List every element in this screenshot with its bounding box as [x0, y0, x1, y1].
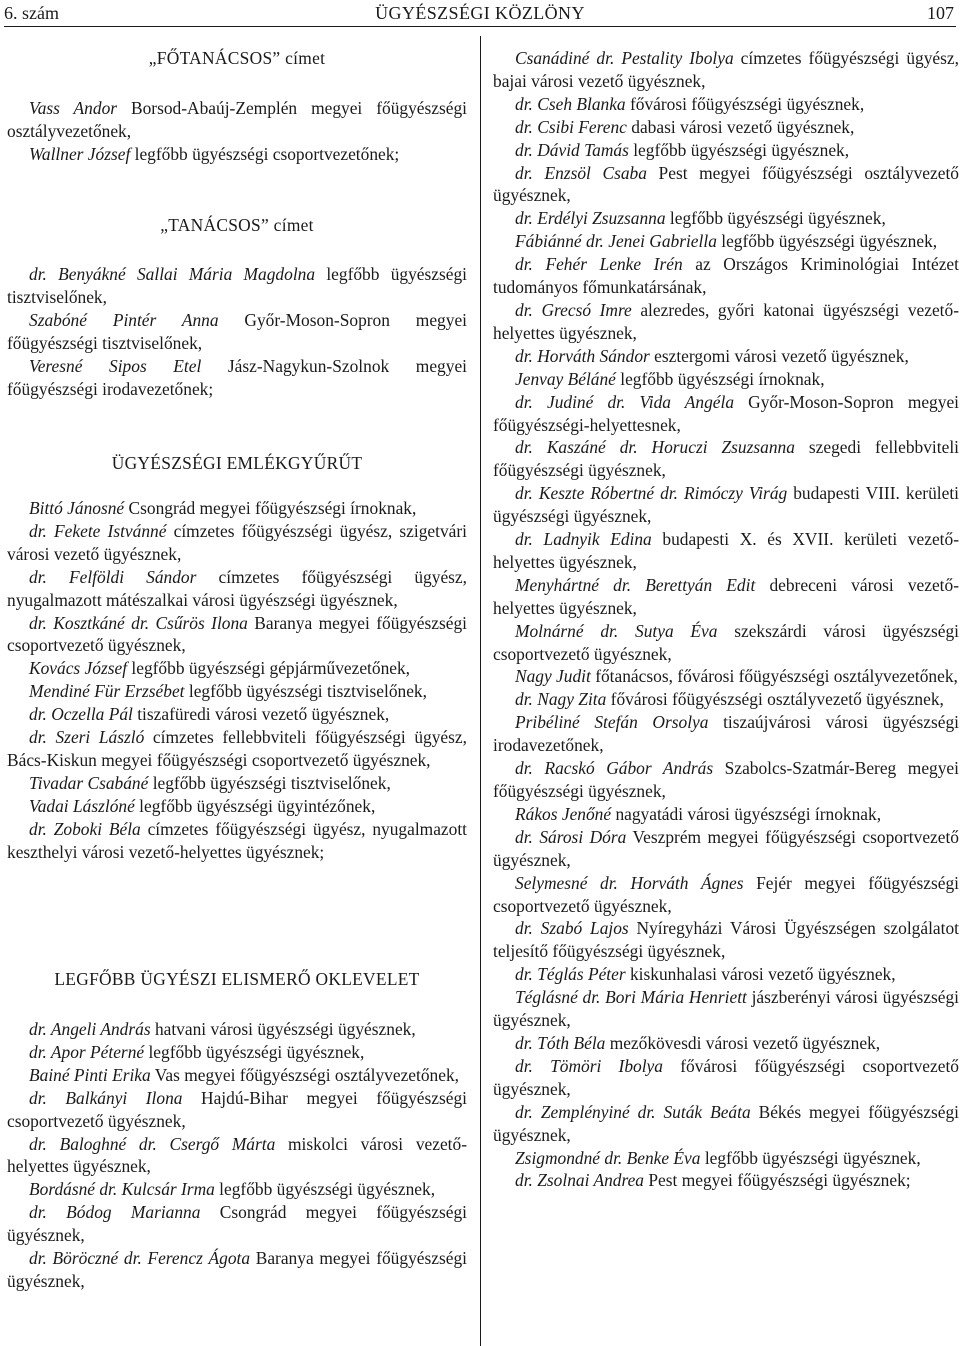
award-description: Pest megyei főügyészségi osztályvezető ügyésznek,: [493, 162, 959, 206]
list-item: [7, 263, 467, 309]
list-item: [493, 230, 959, 253]
list-item: [493, 986, 959, 1032]
award-description: nagyatádi városi ügyészségi írnoknak,: [611, 803, 882, 824]
list-item: [7, 1087, 467, 1133]
person-name: Rákos Jenőné: [515, 803, 612, 824]
page-number: 107: [927, 3, 954, 23]
list-item: [493, 368, 959, 391]
person-name: Szabóné Pintér Anna: [29, 309, 219, 330]
section-heading: „TANÁCSOS” címet: [160, 215, 314, 235]
award-description: szegedi fellebbviteli főügyészségi ügyésznek,: [493, 437, 959, 481]
person-name: dr. Angeli András: [29, 1019, 151, 1039]
award-description: debreceni városi vezető-helyettes ügyésznek,: [493, 574, 959, 618]
award-description: Csongrád megyei főügyészségi ügyésznek,: [7, 1202, 467, 1246]
list-item: [7, 355, 467, 401]
issue-number: 6. szám: [4, 3, 59, 23]
entry-list: [7, 263, 467, 400]
award-description: Békés megyei főügyészségi ügyésznek,: [493, 1101, 959, 1145]
list-item: [7, 1247, 467, 1293]
list-item: [493, 253, 959, 299]
running-header: [4, 0, 956, 27]
list-item: [7, 703, 467, 726]
list-item: [493, 391, 959, 437]
award-description: legfőbb ügyészségi tisztviselőnek,: [148, 772, 391, 793]
person-name: dr. Nagy Zita: [515, 689, 607, 710]
list-item: [7, 1041, 467, 1064]
person-name: Vass Andor: [29, 98, 118, 118]
award-description: kiskunhalasi városi vezető ügyésznek,: [625, 964, 896, 985]
award-description: Csongrád megyei főügyészségi írnoknak,: [124, 498, 417, 518]
person-name: dr. Zoboki Béla: [29, 818, 141, 839]
person-name: dr. Judiné dr. Vida Angéla: [515, 391, 735, 412]
person-name: dr. Csibi Ferenc: [515, 116, 627, 137]
person-name: dr. Ladnyik Edina: [515, 529, 652, 550]
award-description: legfőbb ügyészségi tisztviselőnek,: [7, 264, 468, 307]
list-item: [7, 1178, 467, 1201]
list-item: [493, 872, 959, 918]
person-name: Tivadar Csabáné: [29, 772, 149, 793]
section-heading: „FŐTANÁCSOS” címet: [148, 48, 326, 68]
award-description: hatvani városi ügyészségi ügyésznek,: [150, 1019, 416, 1039]
list-item: [7, 566, 467, 612]
award-description: legfőbb ügyészségi ügyésznek,: [700, 1147, 921, 1168]
award-description: legfőbb ügyészségi ügyintézőnek,: [134, 795, 376, 816]
list-item: [493, 1101, 959, 1147]
list-item: [7, 520, 467, 566]
person-name: Mendiné Für Erzsébet: [29, 681, 185, 702]
award-description: főtanácsos, fővárosi főügyészségi osztályvezetőnek,: [590, 666, 958, 687]
list-item: [493, 116, 959, 139]
list-item: [7, 1018, 467, 1041]
list-item: [493, 93, 959, 116]
list-item: [493, 528, 959, 574]
award-description: Győr-Moson-Sopron megyei főügyészségi tisztviselőnek,: [7, 309, 467, 353]
list-item: [7, 795, 467, 818]
award-description: szekszárdi városi ügyészségi csoportvezető ügyésznek,: [493, 620, 959, 664]
award-description: budapesti X. és XVII. kerületi vezető-helyettes ügyésznek,: [493, 529, 959, 572]
award-description: fővárosi főügyészségi ügyésznek,: [625, 93, 865, 114]
person-name: dr. Horváth Sándor: [515, 345, 650, 366]
person-name: dr. Fehér Lenke Irén: [515, 254, 683, 275]
person-name: dr. Tóth Béla: [515, 1032, 606, 1053]
list-item: [7, 309, 467, 355]
entry-list: [493, 47, 959, 1192]
person-name: Wallner József: [29, 143, 131, 164]
section-heading: LEGFŐBB ÜGYÉSZI ELISMERŐ OKLEVELET: [54, 969, 420, 989]
person-name: dr. Enzsöl Csaba: [515, 162, 647, 183]
person-name: Molnárné dr. Sutya Éva: [515, 620, 718, 641]
list-item: [493, 757, 959, 803]
person-name: dr. Kosztkáné dr. Csűrös Ilona: [29, 612, 248, 633]
award-description: fővárosi főügyészségi osztályvezető ügyésznek,: [606, 689, 944, 710]
award-description: dabasi városi vezető ügyésznek,: [626, 116, 855, 137]
person-name: Nagy Judit: [515, 666, 591, 687]
list-item: [493, 803, 959, 826]
person-name: dr. Tömöri Ibolya: [515, 1055, 663, 1076]
award-description: alezredes, győri katonai ügyészségi vezető-helyettes ügyésznek,: [493, 299, 959, 343]
list-item: [7, 657, 467, 680]
person-name: dr. Keszte Róbertné dr. Rimóczy Virág: [515, 483, 788, 504]
list-item: [7, 726, 467, 772]
person-name: dr. Fekete Istvánné: [29, 520, 167, 541]
person-name: dr. Baloghné dr. Csergő Márta: [29, 1133, 276, 1154]
person-name: dr. Racskó Gábor András: [515, 758, 714, 779]
award-description: Fejér megyei főügyészségi csoportvezető ügyésznek,: [493, 872, 959, 916]
person-name: dr. Oczella Pál: [29, 704, 133, 725]
column-divider: [480, 36, 481, 1346]
award-description: címzetes főügyészségi ügyész, nyugalmazott keszthelyi városi vezető-helyettes ügyésznek;: [7, 818, 467, 862]
award-description: Baranya megyei főügyészségi csoportvezető ügyésznek,: [7, 612, 467, 656]
person-name: Selymesné dr. Horváth Ágnes: [515, 872, 744, 893]
award-description: címzetes főügyészségi ügyész, nyugalmazott mátészalkai városi ügyészségi ügyésznek,: [7, 566, 467, 610]
award-description: fővárosi főügyészségi csoportvezető ügyésznek,: [493, 1055, 959, 1099]
list-item: [493, 1032, 959, 1055]
award-description: legfőbb ügyészségi ügyésznek,: [214, 1179, 436, 1200]
list-item: [7, 1064, 467, 1087]
award-description: legfőbb ügyészségi tisztviselőnek,: [184, 681, 427, 702]
person-name: Csanádiné dr. Pestality Ibolya: [515, 48, 734, 68]
list-item: [493, 207, 959, 230]
person-name: dr. Bódog Marianna: [29, 1202, 201, 1223]
award-description: tiszafüredi városi vezető ügyésznek,: [132, 704, 390, 725]
list-item: [493, 47, 959, 93]
award-description: legfőbb ügyészségi gépjárművezetőnek,: [127, 658, 411, 679]
list-item: [493, 826, 959, 872]
award-description: Szabolcs-Szatmár-Bereg megyei főügyészségi ügyésznek,: [493, 758, 959, 801]
person-name: Téglásné dr. Bori Mária Henriett: [515, 987, 747, 1008]
award-description: címzetes főügyészségi ügyész, szigetvári városi vezető ügyésznek,: [7, 520, 467, 564]
person-name: Jenvay Béláné: [515, 368, 616, 389]
award-description: legfőbb ügyészségi ügyésznek,: [144, 1041, 365, 1062]
person-name: dr. Kaszáné dr. Horuczi Zsuzsanna: [515, 437, 795, 458]
award-description: Hajdú-Bihar megyei főügyészségi csoportvezető ügyésznek,: [7, 1087, 467, 1131]
list-item: [7, 612, 467, 658]
award-description: Pest megyei főügyészségi ügyésznek;: [644, 1170, 911, 1191]
person-name: Vadai Lászlóné: [29, 795, 135, 816]
list-item: [7, 818, 467, 864]
person-name: dr. Erdélyi Zsuzsanna: [515, 208, 666, 229]
list-item: [493, 1147, 959, 1170]
list-item: [7, 1201, 467, 1247]
section-heading: ÜGYÉSZSÉGI EMLÉKGYŰRŰT: [111, 453, 363, 473]
person-name: dr. Zsolnai Andrea: [515, 1170, 645, 1191]
list-item: [7, 97, 467, 143]
award-description: Borsod-Abaúj-Zemplén megyei főügyészségi osztályvezetőnek,: [7, 98, 467, 141]
person-name: Bainé Pinti Erika: [29, 1064, 151, 1085]
person-name: Pribéliné Stefán Orsolya: [515, 712, 709, 733]
list-item: [493, 963, 959, 986]
award-description: esztergomi városi vezető ügyésznek,: [649, 345, 909, 366]
award-description: Jász-Nagykun-Szolnok megyei főügyészségi irodavezetőnek;: [7, 355, 467, 399]
list-item: [493, 299, 959, 345]
list-item: [493, 711, 959, 757]
award-description: Veszprém megyei főügyészségi csoportvezető ügyésznek,: [493, 826, 959, 870]
list-item: [493, 1169, 959, 1192]
award-description: legfőbb ügyészségi ügyésznek,: [716, 231, 938, 252]
award-description: Vas megyei főügyészségi osztályvezetőnek,: [150, 1064, 459, 1085]
person-name: Zsigmondné dr. Benke Éva: [515, 1147, 701, 1168]
award-description: mezőkövesdi városi vezető ügyésznek,: [605, 1032, 881, 1053]
list-item: [493, 688, 959, 711]
award-description: legfőbb ügyészségi írnoknak,: [615, 368, 825, 389]
list-item: [493, 345, 959, 368]
list-item: [493, 620, 959, 666]
person-name: dr. Benyákné Sallai Mária Magdolna: [29, 264, 316, 284]
person-name: dr. Dávid Tamás: [515, 139, 629, 160]
entry-list: [7, 1018, 467, 1293]
list-item: [493, 1055, 959, 1101]
award-description: címzetes főügyészségi ügyész, bajai városi vezető ügyésznek,: [493, 48, 959, 91]
list-item: [7, 772, 467, 795]
person-name: dr. Szeri László: [29, 727, 145, 748]
person-name: dr. Téglás Péter: [515, 964, 626, 985]
person-name: Kovács József: [29, 658, 128, 679]
list-item: [493, 436, 959, 482]
person-name: dr. Böröczné dr. Ferencz Ágota: [29, 1248, 251, 1269]
award-description: tiszaújvárosi városi ügyészségi irodavezetőnek,: [493, 712, 959, 756]
award-description: jászberényi városi ügyészségi ügyésznek,: [493, 987, 959, 1031]
person-name: dr. Szabó Lajos: [515, 918, 629, 939]
person-name: Menyhártné dr. Berettyán Edit: [515, 574, 756, 595]
list-item: [7, 143, 467, 166]
entry-list: [7, 497, 467, 864]
award-description: az Országos Kriminológiai Intézet tudományos főmunkatársának,: [493, 254, 959, 298]
person-name: dr. Felföldi Sándor: [29, 566, 197, 587]
list-item: [7, 497, 467, 520]
person-name: Veresné Sipos Etel: [29, 355, 202, 376]
award-description: Baranya megyei főügyészségi ügyésznek,: [7, 1248, 467, 1291]
person-name: dr. Apor Péterné: [29, 1041, 145, 1062]
list-item: [493, 917, 959, 963]
award-description: legfőbb ügyészségi ügyésznek,: [628, 139, 850, 160]
entry-list: [7, 97, 467, 166]
list-item: [493, 139, 959, 162]
person-name: dr. Zemplényiné dr. Suták Beáta: [515, 1101, 751, 1122]
award-description: címzetes fellebbviteli főügyészségi ügyész, Bács-Kiskun megyei főügyészségi csoportvezető ügyésznek,: [7, 727, 467, 770]
person-name: dr. Balkányi Ilona: [29, 1087, 183, 1108]
person-name: Bordásné dr. Kulcsár Irma: [29, 1179, 215, 1200]
person-name: dr. Grecsó Imre: [515, 299, 632, 320]
person-name: dr. Sárosi Dóra: [515, 826, 627, 847]
list-item: [7, 680, 467, 703]
award-description: miskolci városi vezető-helyettes ügyésznek,: [7, 1133, 467, 1177]
person-name: Bittó Jánosné: [29, 498, 125, 518]
award-description: budapesti VIII. kerületi ügyészségi ügyésznek,: [493, 483, 959, 527]
person-name: Fábiánné dr. Jenei Gabriella: [515, 231, 717, 252]
award-description: Győr-Moson-Sopron megyei főügyészségi-helyettesnek,: [493, 391, 960, 435]
award-description: legfőbb ügyészségi csoportvezetőnek;: [130, 143, 400, 164]
award-description: legfőbb ügyészségi ügyésznek,: [665, 208, 886, 229]
list-item: [493, 482, 959, 528]
list-item: [493, 574, 959, 620]
list-item: [7, 1133, 467, 1179]
list-item: [493, 162, 959, 208]
award-description: Nyíregyházi Városi Ügyészségen szolgálatot teljesítő főügyészségi ügyésznek,: [493, 918, 959, 962]
list-item: [493, 665, 959, 688]
person-name: dr. Cseh Blanka: [515, 93, 626, 114]
journal-title: ÜGYÉSZSÉGI KÖZLÖNY: [375, 3, 585, 23]
